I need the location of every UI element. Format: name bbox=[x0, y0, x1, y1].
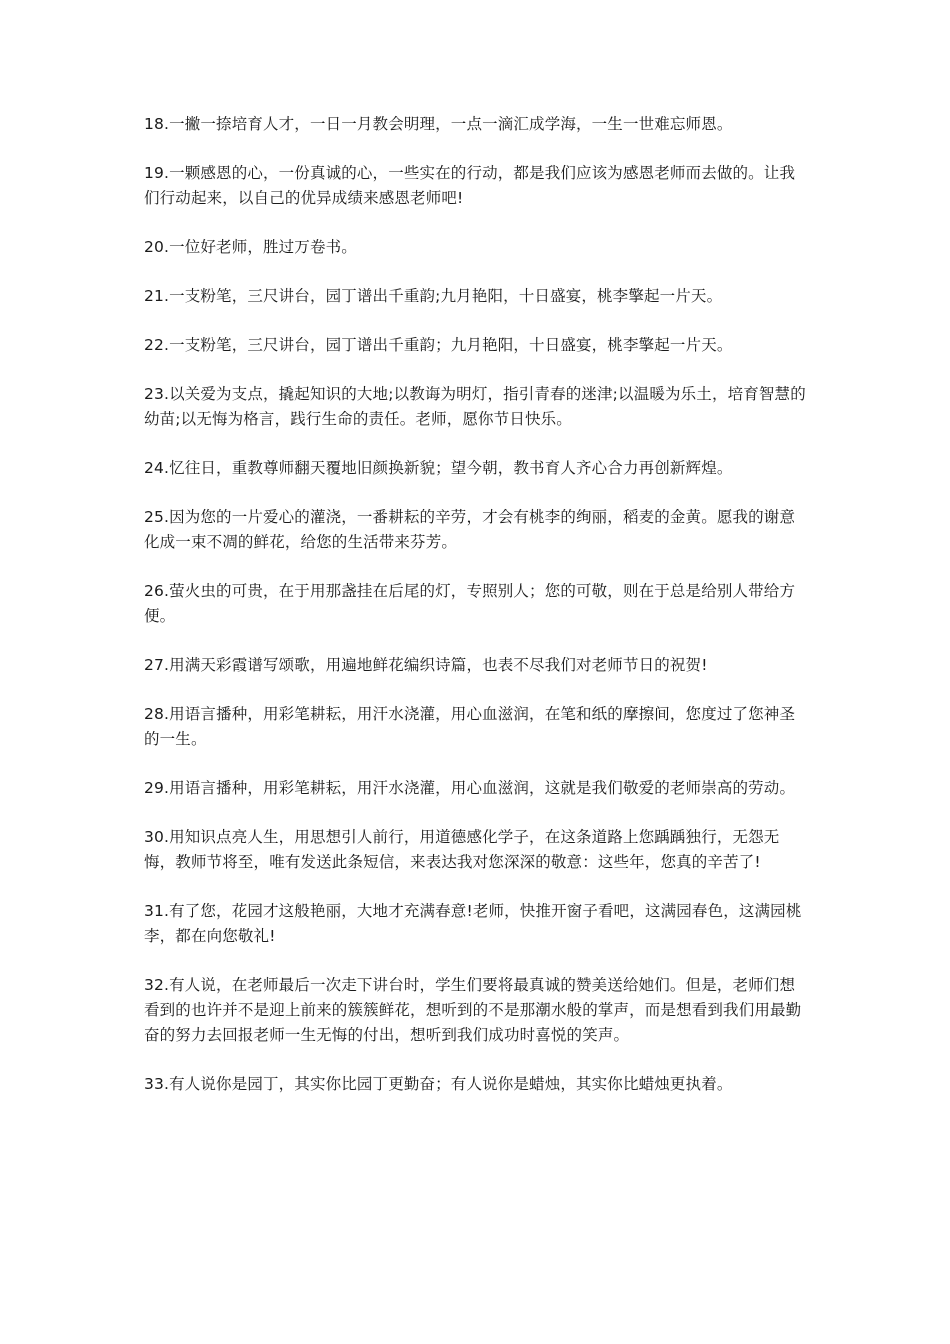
paragraph-30: 30.用知识点亮人生，用思想引人前行，用道德感化学子，在这条道路上您踽踽独行，无怨无悔，教师节将至，唯有发送此条短信，来表达我对您深深的敬意：这些年，您真的辛苦了! bbox=[144, 828, 780, 871]
document-body bbox=[144, 112, 808, 1121]
paragraph-33: 33.有人说你是园丁，其实你比园丁更勤奋；有人说你是蜡烛，其实你比蜡烛更执着。 bbox=[144, 1075, 733, 1093]
paragraph-22: 22.一支粉笔，三尺讲台，园丁谱出千重韵；九月艳阳，十日盛宴，桃李擎起一片天。 bbox=[144, 336, 733, 354]
paragraph-25: 25.因为您的一片爱心的灌浇，一番耕耘的辛劳，才会有桃李的绚丽，稻麦的金黄。愿我的谢意化成一束不凋的鲜花，给您的生活带来芬芳。 bbox=[144, 508, 796, 551]
paragraph-31: 31.有了您，花园才这般艳丽，大地才充满春意!老师，快推开窗子看吧，这满园春色，这满园桃李，都在向您敬礼! bbox=[144, 902, 802, 945]
paragraph-26: 26.萤火虫的可贵，在于用那盏挂在后尾的灯，专照别人；您的可敬，则在于总是给别人带给方便。 bbox=[144, 582, 796, 625]
paragraph-21: 21.一支粉笔，三尺讲台，园丁谱出千重韵;九月艳阳，十日盛宴，桃李擎起一片天。 bbox=[144, 287, 723, 305]
paragraph-29: 29.用语言播种，用彩笔耕耘，用汗水浇灌，用心血滋润，这就是我们敬爱的老师崇高的劳动。 bbox=[144, 779, 796, 797]
paragraph-28: 28.用语言播种，用彩笔耕耘，用汗水浇灌，用心血滋润，在笔和纸的摩擦间，您度过了您神圣的一生。 bbox=[144, 705, 796, 748]
paragraph-20: 20.一位好老师，胜过万卷书。 bbox=[144, 238, 357, 256]
paragraph-27: 27.用满天彩霞谱写颂歌，用遍地鲜花编织诗篇，也表不尽我们对老师节日的祝贺! bbox=[144, 656, 708, 674]
paragraph-18: 18.一撇一捺培育人才，一日一月教会明理，一点一滴汇成学海，一生一世难忘师恩。 bbox=[144, 115, 733, 133]
paragraph-23: 23.以关爱为支点，撬起知识的大地;以教诲为明灯，指引青春的迷津;以温暖为乐土，培育智慧的幼苗;以无悔为格言，践行生命的责任。老师，愿你节日快乐。 bbox=[144, 385, 806, 428]
paragraph-24: 24.忆往日，重教尊师翻天覆地旧颜换新貌；望今朝，教书育人齐心合力再创新辉煌。 bbox=[144, 459, 733, 477]
paragraph-19: 19.一颗感恩的心，一份真诚的心，一些实在的行动，都是我们应该为感恩老师而去做的。让我们行动起来，以自己的优异成绩来感恩老师吧! bbox=[144, 164, 796, 207]
paragraph-32: 32.有人说，在老师最后一次走下讲台时，学生们要将最真诚的赞美送给她们。但是，老师们想看到的也许并不是迎上前来的簇簇鲜花，想听到的不是那潮水般的掌声，而是想看到我们用最勤奋的努力去回报老师一生无悔的付出，想听到我们成功时喜悦的笑声。 bbox=[144, 976, 802, 1044]
